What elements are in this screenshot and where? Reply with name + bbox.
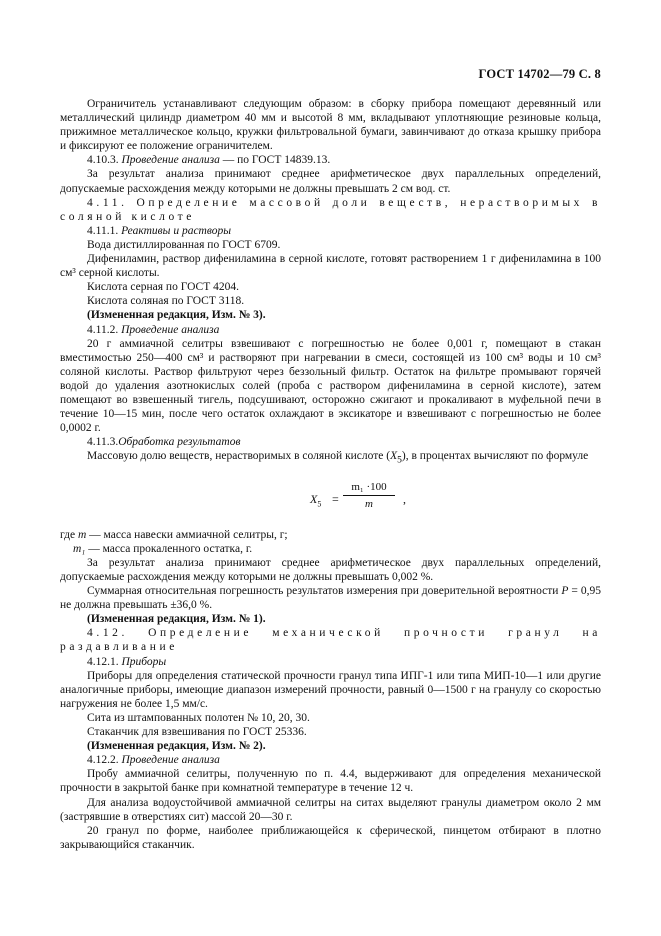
- variable-definition: где m — масса навески аммиачной селитры, г;: [60, 528, 288, 541]
- page-header: ГОСТ 14702—79 С. 8: [478, 67, 601, 81]
- paragraph: Сита из штампованных полотен № 10, 20, 30.: [87, 711, 310, 724]
- formula-lhs: $X_5$: [310, 491, 322, 509]
- paragraph: Ограничитель устанавливают следующим образом: в сборку прибора помещают деревянный или металлический цилиндр диаметром 40 мм и высотой 8 мм, вкладывают уплотняющие резиновые кольца, прижимное металлическое кольцо, кружки фильтровальной бумаги, завинчивают до отказа крышку прибора и фиксируют ее положение ограничителем.: [60, 98, 601, 153]
- paragraph: Приборы для определения статической прочности гранул типа ИПГ-1 или типа МИП-10—1 или другие аналогичные приборы, имеющие диапазон измерений прочности, равный 0—1500 г на гранулу со скоростью нагружения не более 1,5 мм/с.: [60, 669, 601, 710]
- formula-fraction: [343, 480, 395, 511]
- subsection-heading: 4.12.1. Приборы: [87, 655, 167, 668]
- paragraph: Пробу аммиачной селитры, полученную по п. 4.4, выдерживают для определения механической прочности в закрытой банке при комнатной температуре в течение 12 ч.: [60, 768, 601, 795]
- paragraph: Для анализа водоустойчивой аммиачной селитры на ситах выделяют гранулы диаметром около 2 мм (застрявшие в отверстиях сит) массой 20—30 г.: [60, 796, 601, 823]
- subsection-heading: 4.11.1. Реактивы и растворы: [87, 224, 231, 237]
- paragraph: Вода дистиллированная по ГОСТ 6709.: [87, 238, 281, 251]
- revision-note: (Измененная редакция, Изм. № 3).: [87, 309, 266, 322]
- section-heading: 4.10.3. Проведение анализа — по ГОСТ 14839.13.: [87, 154, 331, 167]
- section-heading: 4.12. Определение механической прочности гранул на раздавливание: [60, 627, 601, 654]
- formula-equals: =: [332, 491, 339, 506]
- variable-definition: m₁ — масса прокаленного остатка, г.: [73, 542, 253, 555]
- paragraph: 20 г аммиачной селитры взвешивают с погрешностью не более 0,001 г, помещают в стакан вместимостью 250—400 см³ и растворяют при нагревании в смеси, состоящей из 100 см³ воды и 10 см³ соляной кислоты. Раствор фильтруют через беззольный фильтр. Остаток на фильтре промывают горячей водой до удаления азотнокислых солей (проба с раствором дифениламина в серной кислоте), затем помещают во взвешенный тигель, подсушивают, осторожно сжигают и прокаливают в муфельной печи в течение 10—15 мин, после чего остаток охлаждают в эксикаторе и взвешивают с погрешностью не более 0,0002 г.: [60, 337, 601, 435]
- subsection-heading: 4.11.2. Проведение анализа: [87, 323, 220, 336]
- subsection-heading: 4.11.3.Обработка результатов: [87, 436, 241, 449]
- section-heading: 4.11. Определение массовой доли веществ, нерастворимых в соляной кислоте: [60, 196, 601, 223]
- document-body: [60, 97, 601, 852]
- paragraph: За результат анализа принимают среднее арифметическое двух параллельных определений, допускаемые расхождения между которыми не должны превышать 2 см вод. ст.: [60, 168, 601, 195]
- paragraph: Суммарная относительная погрешность результатов измерения при доверительной вероятности P = 0,95 не должна превышать ±36,0 %.: [60, 585, 601, 612]
- paragraph: Массовую долю веществ, нерастворимых в соляной кислоте $(X_5)$, в процентах вычисляют по формуле: [87, 450, 589, 466]
- paragraph: За результат анализа принимают среднее арифметическое двух параллельных определений, допускаемые расхождения между которыми не должны превышать 0,002 %.: [60, 556, 601, 584]
- paragraph: 20 гранул по форме, наиболее приближающейся к сферической, пинцетом отбирают в плотно закрывающийся стаканчик.: [60, 824, 601, 851]
- paragraph: Дифениламин, раствор дифениламина в серной кислоте, готовят растворением 1 г дифениламина в 100 см³ серной кислоты.: [60, 253, 601, 280]
- formula-denominator: m: [365, 497, 373, 510]
- subsection-heading: 4.12.2. Проведение анализа: [87, 754, 220, 767]
- revision-note: (Измененная редакция, Изм. № 1).: [87, 613, 266, 626]
- paragraph: Кислота соляная по ГОСТ 3118.: [87, 295, 245, 308]
- formula-numerator: m₁ ·100: [343, 480, 395, 496]
- revision-note: (Измененная редакция, Изм. № 2).: [87, 740, 266, 753]
- formula-comma: ,: [403, 491, 406, 506]
- paragraph: Стаканчик для взвешивания по ГОСТ 25336.: [87, 726, 307, 739]
- formula: [60, 474, 601, 524]
- paragraph: Кислота серная по ГОСТ 4204.: [87, 281, 239, 294]
